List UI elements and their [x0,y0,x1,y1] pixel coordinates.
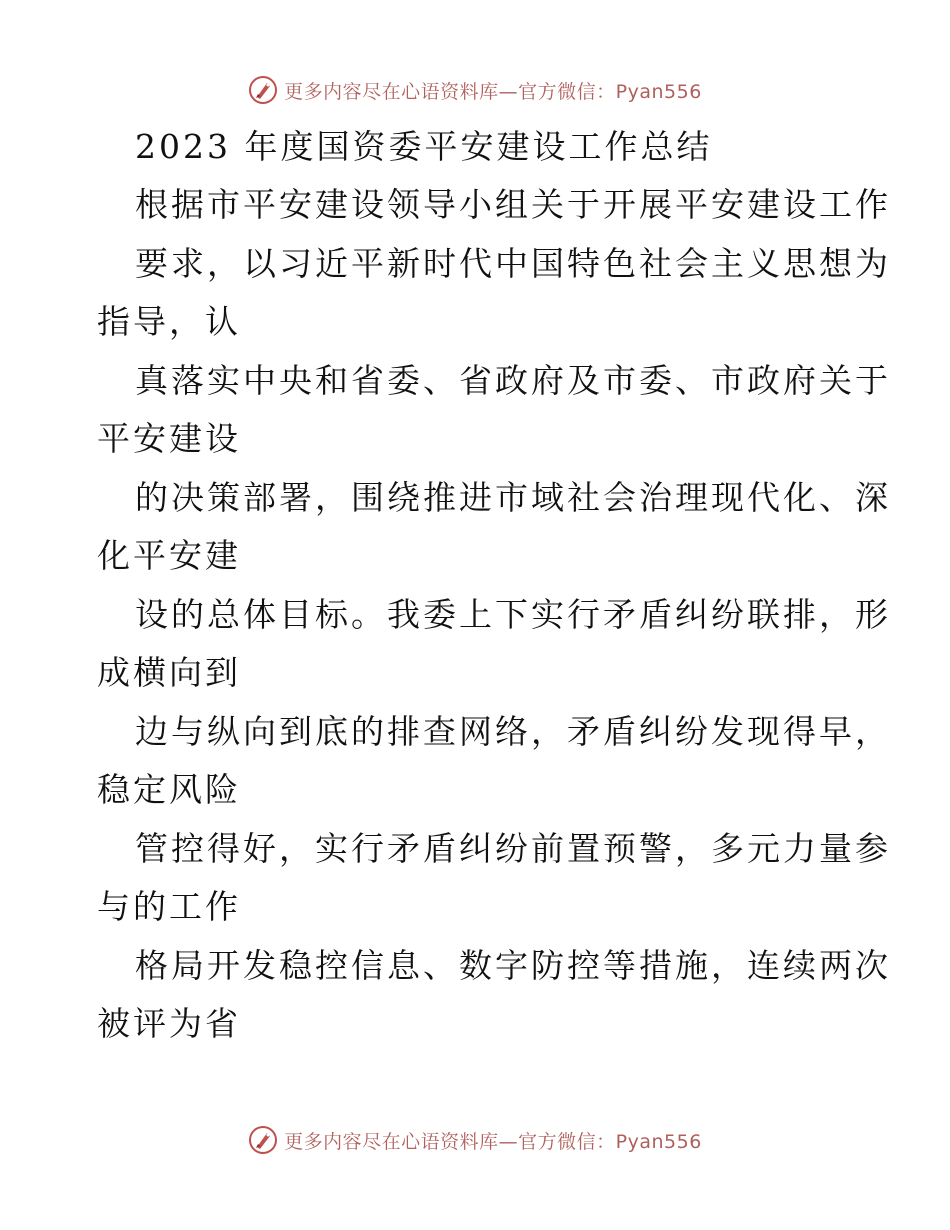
paragraph-line: 被评为省 [97,1004,241,1043]
header-watermark-text: 更多内容尽在心语资料库—官方微信：Pyan556 [284,80,702,103]
paragraph-line: 稳定风险 [97,770,241,809]
paragraph-line: 设的总体目标。我委上下实行矛盾纠纷联排，形 [135,595,891,634]
document-title: 2023 年度国资委平安建设工作总结 [135,127,713,166]
pen-nib-logo-icon [248,1125,278,1155]
paragraph-line: 边与纵向到底的排查网络，矛盾纠纷发现得早， [135,712,891,751]
paragraph-line: 格局开发稳控信息、数字防控等措施，连续两次 [135,946,891,985]
paragraph-line: 成横向到 [97,653,241,692]
paragraph-line: 根据市平安建设领导小组关于开展平安建设工作 [135,185,891,224]
paragraph-line: 的决策部署，围绕推进市域社会治理现代化、深 [135,478,891,517]
paragraph-line: 要求，以习近平新时代中国特色社会主义思想为 [135,244,891,283]
paragraph-line: 与的工作 [97,887,241,926]
paragraph-line: 指导，认 [97,302,241,341]
pen-nib-logo-icon [248,75,278,105]
paragraph-line: 真落实中央和省委、省政府及市委、市政府关于 [135,361,891,400]
footer-watermark-text: 更多内容尽在心语资料库—官方微信：Pyan556 [284,1130,702,1153]
paragraph-line: 化平安建 [97,536,241,575]
footer-watermark [0,1122,950,1158]
header-watermark [0,72,950,108]
paragraph-line: 管控得好，实行矛盾纠纷前置预警，多元力量参 [135,829,891,868]
paragraph-line: 平安建设 [97,419,241,458]
